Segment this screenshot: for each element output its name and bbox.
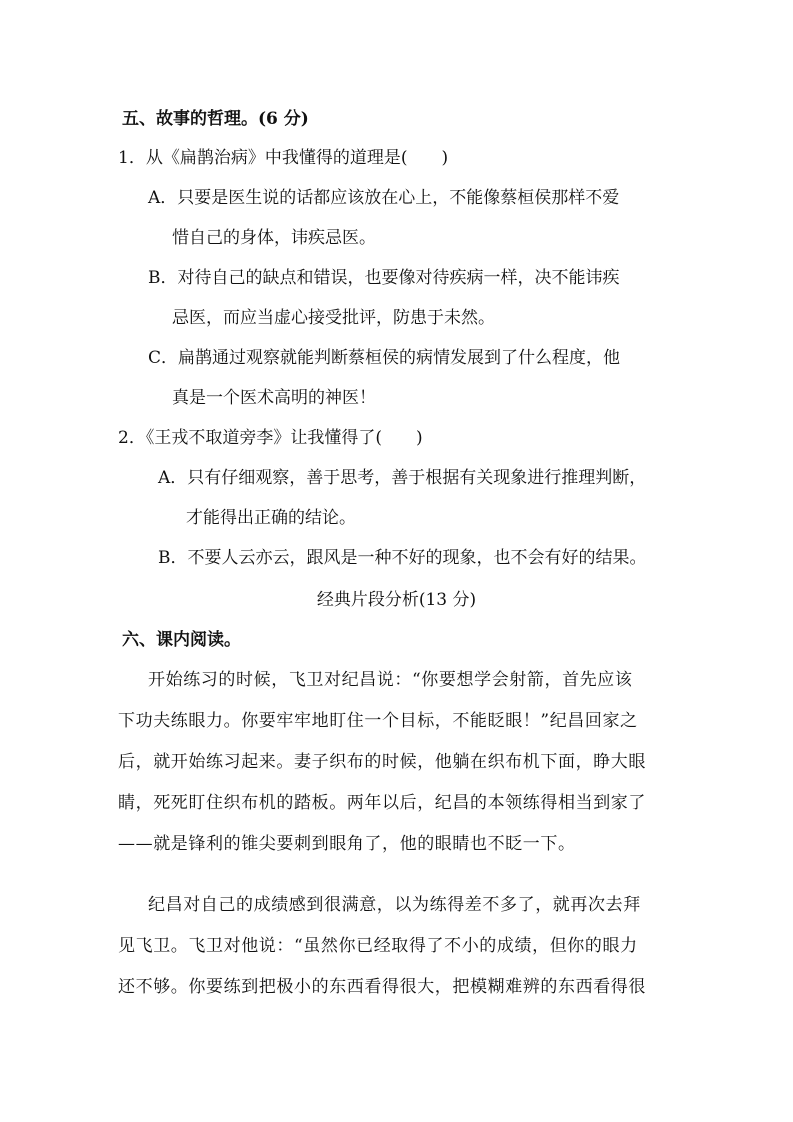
passage-line: 下功夫练眼力。你要牢牢地盯住一个目标，不能眨眼！”纪昌回家之 <box>118 711 638 731</box>
q1-option-a-line-2: 惜自己的身体，讳疾忌医。 <box>172 228 376 248</box>
q1-option-c-line-2: 真是一个医术高明的神医！ <box>172 388 376 408</box>
passage-line: 睛，死死盯住织布机的踏板。两年以后，纪昌的本领练得相当到家了 <box>118 793 646 813</box>
passage-line: 开始练习的时候，飞卫对纪昌说：“你要想学会射箭，首先应该 <box>148 670 633 690</box>
passage-line: 见飞卫。飞卫对他说：“虽然你已经取得了不小的成绩，但你的眼力 <box>118 936 638 956</box>
question-1-stem: 1．从《扁鹊治病》中我懂得的道理是( ) <box>118 148 449 168</box>
q1-option-c-line-1: C．扁鹊通过观察就能判断蔡桓侯的病情发展到了什么程度，他 <box>148 348 621 368</box>
passage-line: ——就是锋利的锥尖要刺到眼角了，他的眼睛也不眨一下。 <box>118 834 576 854</box>
q2-option-a-line-2: 才能得出正确的结论。 <box>186 508 356 528</box>
passage-line: 后，就开始练习起来。妻子织布的时候，他躺在织布机下面，睁大眼 <box>118 752 646 772</box>
q1-option-b-line-1: B．对待自己的缺点和错误，也要像对待疾病一样，决不能讳疾 <box>148 268 620 288</box>
q1-option-a-line-1: A．只要是医生说的话都应该放在心上，不能像蔡桓侯那样不爱 <box>148 188 620 208</box>
q2-option-b-line-1: B．不要人云亦云，跟风是一种不好的现象，也不会有好的结果。 <box>158 548 647 568</box>
part-title: 经典片段分析(13 分) <box>316 590 477 610</box>
question-2-stem: 2．《王戎不取道旁李》让我懂得了( ) <box>118 428 423 448</box>
q1-option-b-line-2: 忌医，而应当虚心接受批评，防患于未然。 <box>172 308 495 328</box>
section-6-heading: 六、课内阅读。 <box>122 630 241 650</box>
q2-option-a-line-1: A．只有仔细观察，善于思考，善于根据有关现象进行推理判断， <box>158 468 647 488</box>
passage-line: 纪昌对自己的成绩感到很满意，以为练得差不多了，就再次去拜 <box>148 895 641 915</box>
section-5-heading: 五、故事的哲理。(6 分) <box>122 109 309 129</box>
passage-line: 还不够。你要练到把极小的东西看得很大，把模糊难辨的东西看得很 <box>118 977 646 997</box>
